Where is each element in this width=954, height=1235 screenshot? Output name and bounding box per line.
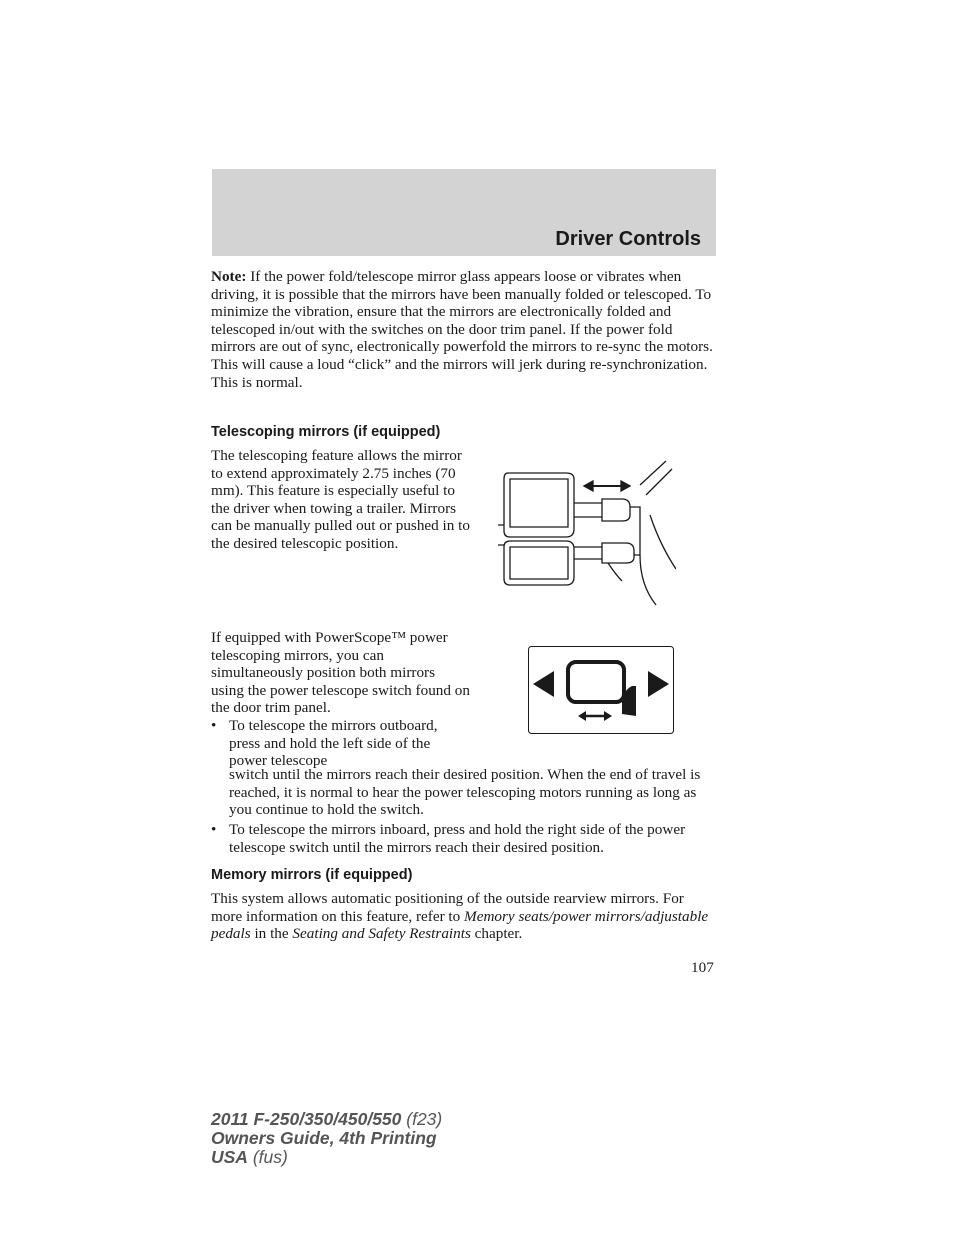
bullet-inboard-text: To telescope the mirrors inboard, press and hold the right side of the power telescope switch until the mirrors reach their desired position. — [229, 821, 686, 856]
chapter-reference-link: Seating and Safety Restraints — [292, 925, 471, 943]
power-telescope-switch-icon — [528, 646, 674, 734]
note-label: Note: — [211, 268, 247, 285]
memory-heading: Memory mirrors (if equipped) — [211, 867, 413, 883]
section-title: Driver Controls — [555, 228, 701, 250]
footer-line-model: 2011 F-250/350/450/550 (f23) — [211, 1109, 443, 1129]
powerscope-paragraph: If equipped with PowerScope™ power telescoping mirrors, you can simultaneously position both mirrors using the power telescope switch found on the door trim panel. — [211, 629, 470, 717]
memory-reference-link: Memory seats/power mirrors/adjustable pedals — [211, 907, 709, 943]
memory-text-c: chapter. — [470, 925, 523, 943]
memory-paragraph — [211, 890, 717, 943]
telescoping-mirror-icon — [490, 455, 676, 607]
memory-text-a: This system allows automatic positioning of the outside rearview mirrors. For more information on this feature, refer to — [211, 890, 684, 925]
footer-line-edition: Owners Guide, 4th Printing — [211, 1128, 437, 1148]
note-text: If the power fold/telescope mirror glass appears loose or vibrates when driving, it is possible that the mirrors have been manually folded or telescoped. To minimize the vibration, ensure that the mirrors are electronically folded and telescoped in/out with the switches on the door trim panel. If the power fold mirrors are out of sync, electronically powerfold the mirrors to re-sync the motors. This will cause a loud “click” and the mirrors will jerk during re-synchronization. This is normal. — [211, 268, 713, 391]
bullet-outboard-text-b: switch until the mirrors reach their desired position. When the end of travel is reached, it is normal to hear the power telescoping motors running as long as you continue to hold the switch. — [229, 766, 701, 819]
telescoping-heading: Telescoping mirrors (if equipped) — [211, 424, 441, 440]
footer-line-region: USA (fus) — [211, 1147, 288, 1167]
note-paragraph — [211, 268, 717, 391]
memory-text-b: in the — [250, 925, 293, 943]
bullet-glyph: • — [211, 717, 217, 734]
bullet-glyph: • — [211, 821, 217, 838]
document-footer — [211, 1110, 442, 1167]
section-header — [212, 169, 716, 256]
telescoping-paragraph: The telescoping feature allows the mirror to extend approximately 2.75 inches (70 mm). This feature is especially useful to the driver when towing a trailer. Mirrors can be manually pulled out or pushed in to the desired telescopic position. — [211, 447, 470, 552]
page-number: 107 — [691, 959, 714, 976]
bullet-outboard-text-a: To telescope the mirrors outboard, press and hold the left side of the power telescope — [229, 717, 438, 770]
